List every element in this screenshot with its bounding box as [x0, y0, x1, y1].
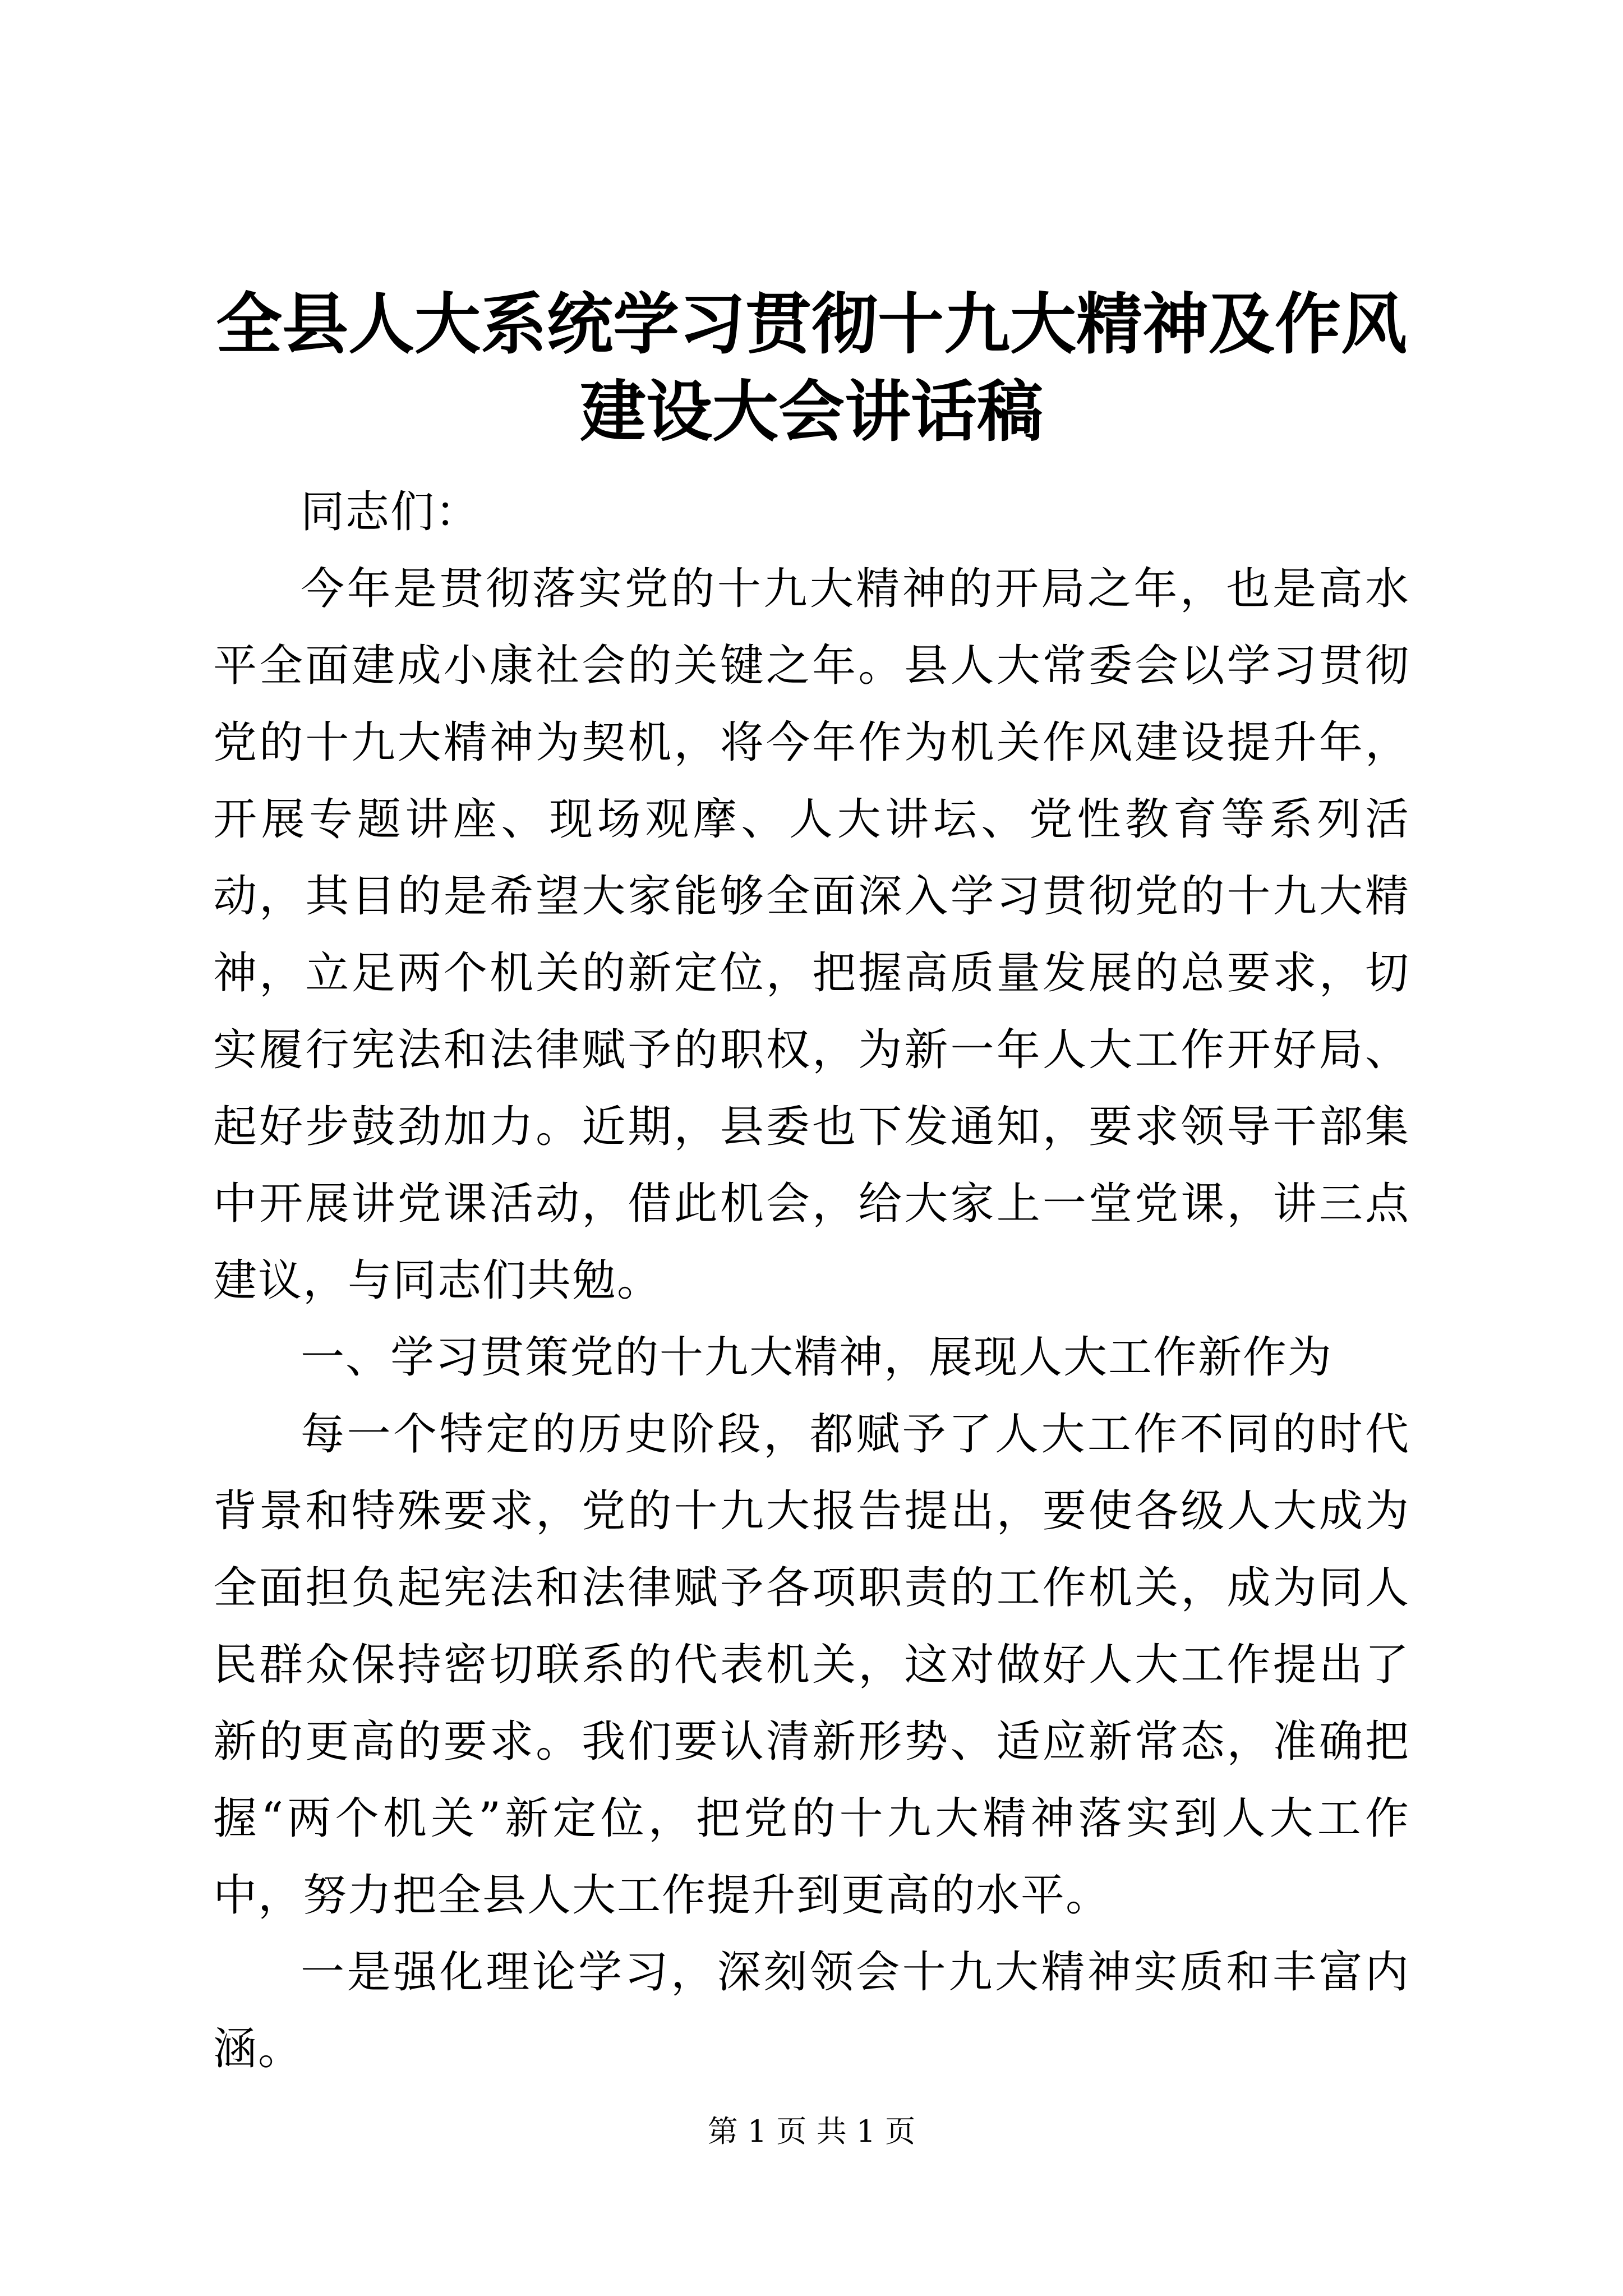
salutation-paragraph: 同志们： [301, 487, 481, 537]
document-body [213, 474, 1410, 2088]
section-heading-1: 一、学习贯策党的十九大精神，展现人大工作新作为 [301, 1332, 1333, 1383]
point-1-paragraph: 一是强化理论学习，深刻领会十九大精神实质和丰富内涵。 [213, 1947, 1410, 2074]
document-title: 全县人大系统学习贯彻十九大精神及作风建设大会讲话稿 [215, 285, 1407, 450]
page-footer: 第 1 页 共 1 页 [707, 2114, 916, 2149]
section-1-paragraph: 每一个特定的历史阶段，都赋予了人大工作不同的时代背景和特殊要求，党的十九大报告提出，要使各级人大成为全面担负起宪法和法律赋予各项职责的工作机关，成为同人民群众保持密切联系的代表机关，这对做好人大工作提出了新的更高的要求。我们要认清新形势、适应新常态，准确把握“两个机关”新定位，把党的十九大精神落实到人大工作中，努力把全县人大工作提升到更高的水平。 [213, 1409, 1410, 1921]
intro-paragraph: 今年是贯彻落实党的十九大精神的开局之年，也是高水平全面建成小康社会的关键之年。县人大常委会以学习贯彻党的十九大精神为契机，将今年作为机关作风建设提升年，开展专题讲座、现场观摩、人大讲坛、党性教育等系列活动，其目的是希望大家能够全面深入学习贯彻党的十九大精神，立足两个机关的新定位，把握高质量发展的总要求，切实履行宪法和法律赋予的职权，为新一年人大工作开好局、起好步鼓劲加力。近期，县委也下发通知，要求领导干部集中开展讲党课活动，借此机会，给大家上一堂党课，讲三点建议，与同志们共勉。 [213, 564, 1410, 1306]
